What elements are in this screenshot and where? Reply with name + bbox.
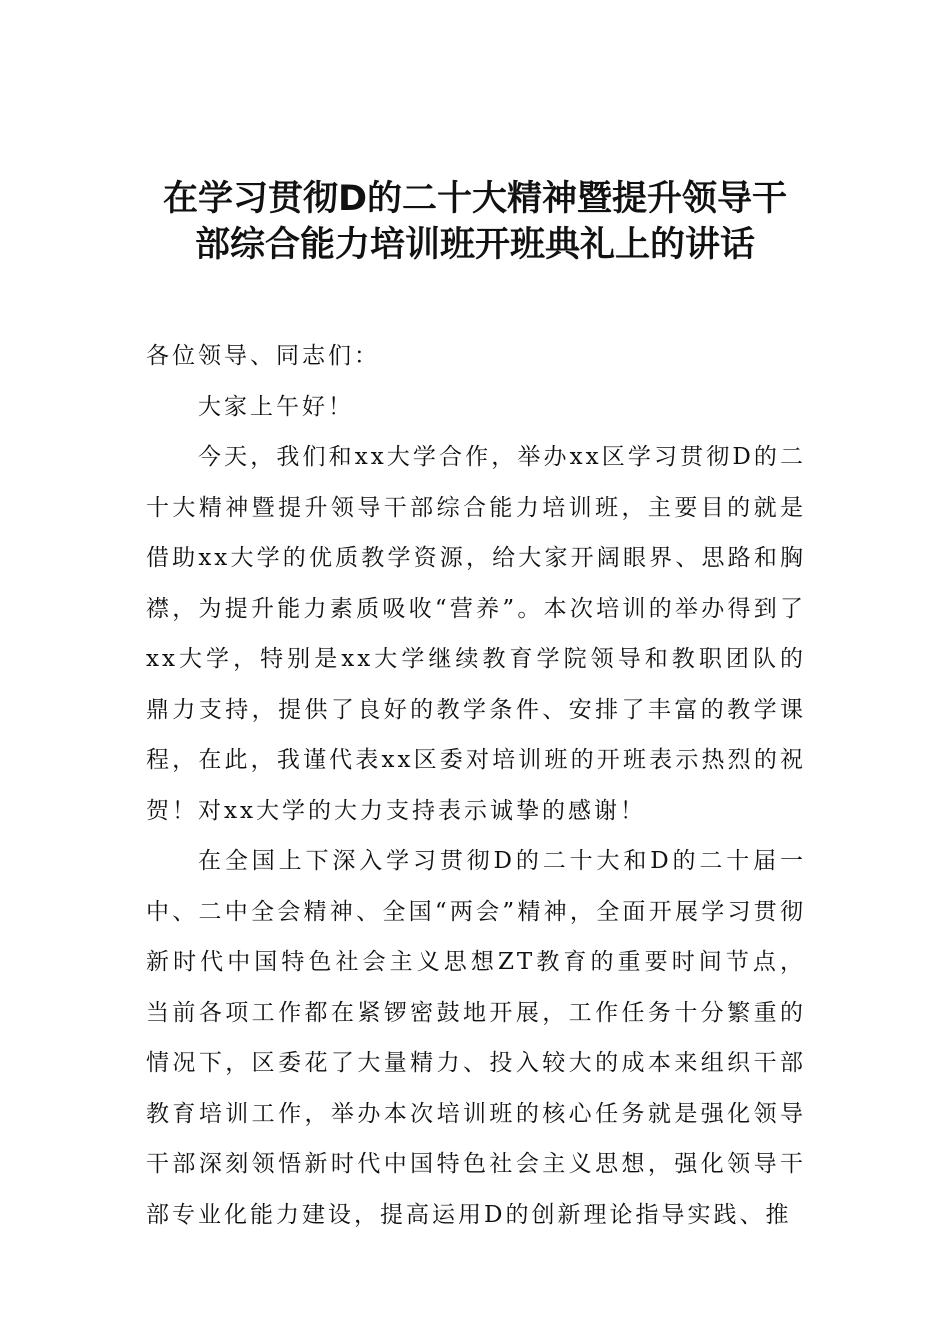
document-body [146, 331, 806, 1240]
title-line-1: 在学习贯彻D的二十大精神暨提升领导干 [162, 179, 788, 219]
paragraph-1: 今天，我们和xx大学合作，举办xx区学习贯彻D的二十大精神暨提升领导干部综合能力培训班，主要目的就是借助xx大学的优质教学资源，给大家开阔眼界、思路和胸襟，为提升能力素质吸收“营养”。本次培训的举办得到了xx大学，特别是xx大学继续教育学院领导和教职团队的鼎力支持，提供了良好的教学条件、安排了丰富的教学课程，在此，我谨代表xx区委对培训班的开班表示热烈的祝贺！对xx大学的大力支持表示诚挚的感谢！ [146, 444, 806, 824]
salutation: 各位领导、同志们： [146, 343, 380, 369]
paragraph-2: 在全国上下深入学习贯彻D的二十大和D的二十届一中、二中全会精神、全国“两会”精神，全面开展学习贯彻新时代中国特色社会主义思想ZT教育的重要时间节点，当前各项工作都在紧锣密鼓地开展，工作任务十分繁重的情况下，区委花了大量精力、投入较大的成本来组织干部教育培训工作，举办本次培训班的核心任务就是强化领导干部深刻领悟新时代中国特色社会主义思想，强化领导干部专业化能力建设，提高运用D的创新理论指导实践、推 [146, 848, 806, 1228]
document-title [140, 176, 810, 268]
greeting: 大家上午好！ [198, 393, 354, 420]
title-line-2: 部综合能力培训班开班典礼上的讲话 [194, 225, 755, 265]
